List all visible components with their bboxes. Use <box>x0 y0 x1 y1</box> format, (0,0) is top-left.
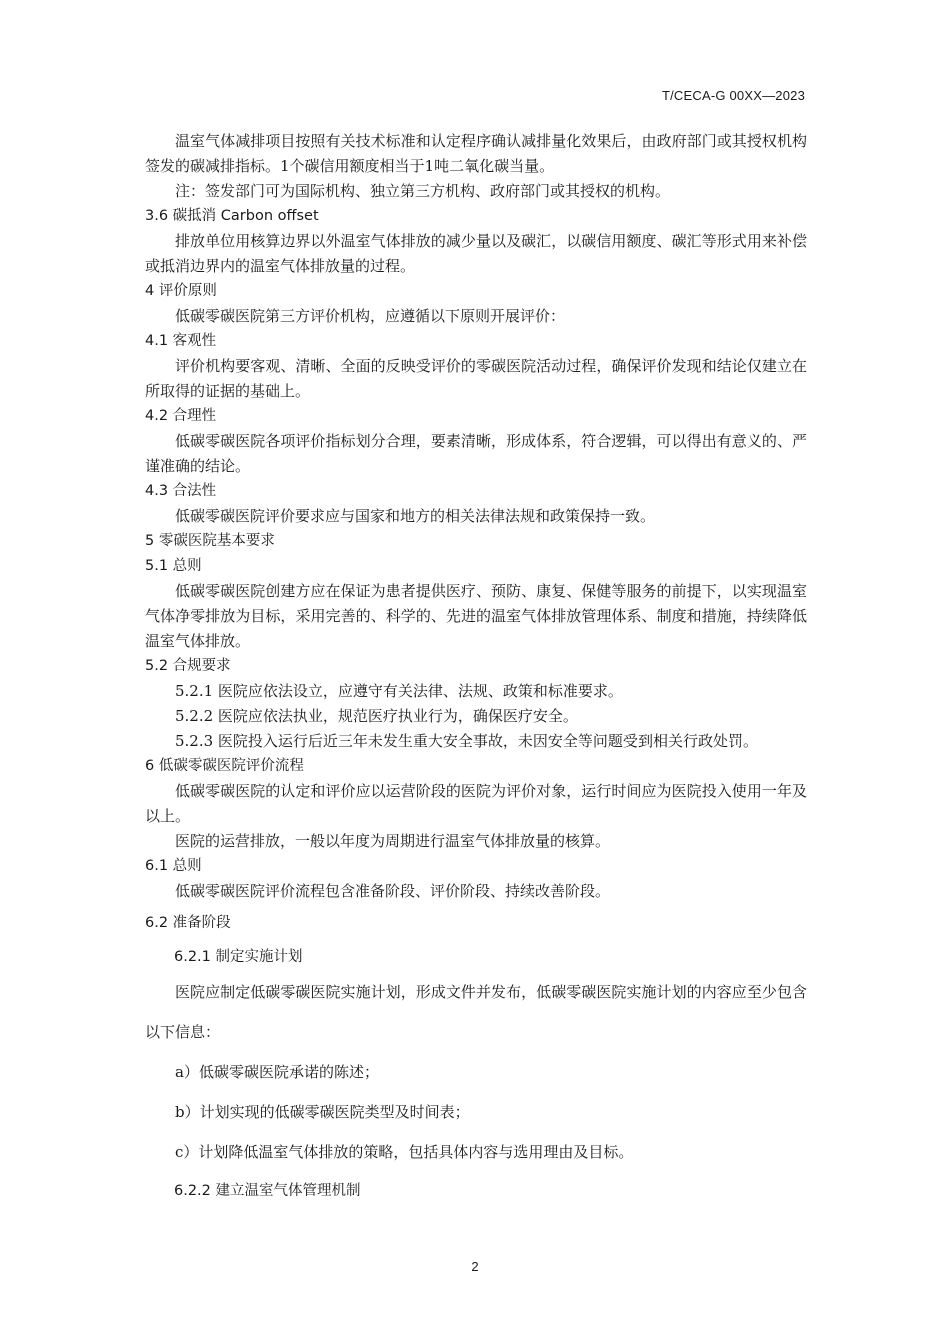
paragraph-4-3: 低碳零碳医院评价要求应与国家和地方的相关法律法规和政策保持一致。 <box>175 507 656 525</box>
heading-4-3: 4.3 合法性 <box>145 483 217 499</box>
paragraph-carbon-credit-definition: 温室气体减排项目按照有关技术标准和认定程序确认减排量化效果后，由政府部门或其授权机构签发的碳减排指标。1个碳信用额度相当于1吨二氧化碳当量。 <box>145 132 807 175</box>
heading-6: 6 低碳零碳医院评价流程 <box>145 758 304 774</box>
clause-5-2-1: 5.2.1 医院应依法设立，应遵守有关法律、法规、政策和标准要求。 <box>175 682 623 700</box>
paragraph-6-2-1: 医院应制定低碳零碳医院实施计划，形成文件并发布，低碳零碳医院实施计划的内容应至少包含以下信息： <box>145 983 807 1041</box>
heading-3-6: 3.6 碳抵消 Carbon offset <box>145 208 319 224</box>
paragraph-4-1: 评价机构要客观、清晰、全面的反映受评价的零碳医院活动过程，确保评价发现和结论仅建立在所取得的证据的基础上。 <box>145 357 807 400</box>
clause-5-2-2: 5.2.2 医院应依法执业，规范医疗执业行为，确保医疗安全。 <box>175 707 578 725</box>
list-item-c: c）计划降低温室气体排放的策略，包括具体内容与选用理由及目标。 <box>175 1143 634 1161</box>
list-item-b: b）计划实现的低碳零碳医院类型及时间表； <box>175 1103 470 1121</box>
heading-4-2: 4.2 合理性 <box>145 408 217 424</box>
heading-5-1: 5.1 总则 <box>145 558 202 574</box>
heading-5: 5 零碳医院基本要求 <box>145 533 275 549</box>
clause-5-2-3: 5.2.3 医院投入运行后近三年未发生重大安全事故，未因安全等问题受到相关行政处罚。 <box>175 732 758 750</box>
page-number: 2 <box>471 1259 479 1274</box>
paragraph-4-2: 低碳零碳医院各项评价指标划分合理，要素清晰，形成体系，符合逻辑，可以得出有意义的、严谨准确的结论。 <box>145 432 807 475</box>
paragraph-6-a: 低碳零碳医院的认定和评价应以运营阶段的医院为评价对象，运行时间应为医院投入使用一年及以上。 <box>145 782 807 825</box>
list-item-a: a）低碳零碳医院承诺的陈述； <box>175 1063 379 1081</box>
heading-6-1: 6.1 总则 <box>145 858 202 874</box>
paragraph-6-b: 医院的运营排放，一般以年度为周期进行温室气体排放量的核算。 <box>175 832 611 850</box>
paragraph-6-1: 低碳零碳医院评价流程包含准备阶段、评价阶段、持续改善阶段。 <box>175 882 611 900</box>
document-body <box>145 129 807 1206</box>
heading-4: 4 评价原则 <box>145 283 217 299</box>
heading-4-1: 4.1 客观性 <box>145 333 217 349</box>
heading-6-2-1: 6.2.1 制定实施计划 <box>174 949 303 965</box>
paragraph-4: 低碳零碳医院第三方评价机构，应遵循以下原则开展评价： <box>175 307 566 325</box>
heading-5-2: 5.2 合规要求 <box>145 658 231 674</box>
heading-6-2: 6.2 准备阶段 <box>145 915 231 931</box>
document-code-header: T/CECA-G 00XX—2023 <box>661 88 805 103</box>
note-issuing-authority: 注：签发部门可为国际机构、独立第三方机构、政府部门或其授权的机构。 <box>175 182 671 200</box>
heading-6-2-2: 6.2.2 建立温室气体管理机制 <box>174 1183 361 1199</box>
paragraph-5-1: 低碳零碳医院创建方应在保证为患者提供医疗、预防、康复、保健等服务的前提下，以实现温室气体净零排放为目标，采用完善的、科学的、先进的温室气体排放管理体系、制度和措施，持续降低温室气体排放。 <box>145 582 807 650</box>
paragraph-3-6: 排放单位用核算边界以外温室气体排放的减少量以及碳汇，以碳信用额度、碳汇等形式用来补偿或抵消边界内的温室气体排放量的过程。 <box>145 232 807 275</box>
